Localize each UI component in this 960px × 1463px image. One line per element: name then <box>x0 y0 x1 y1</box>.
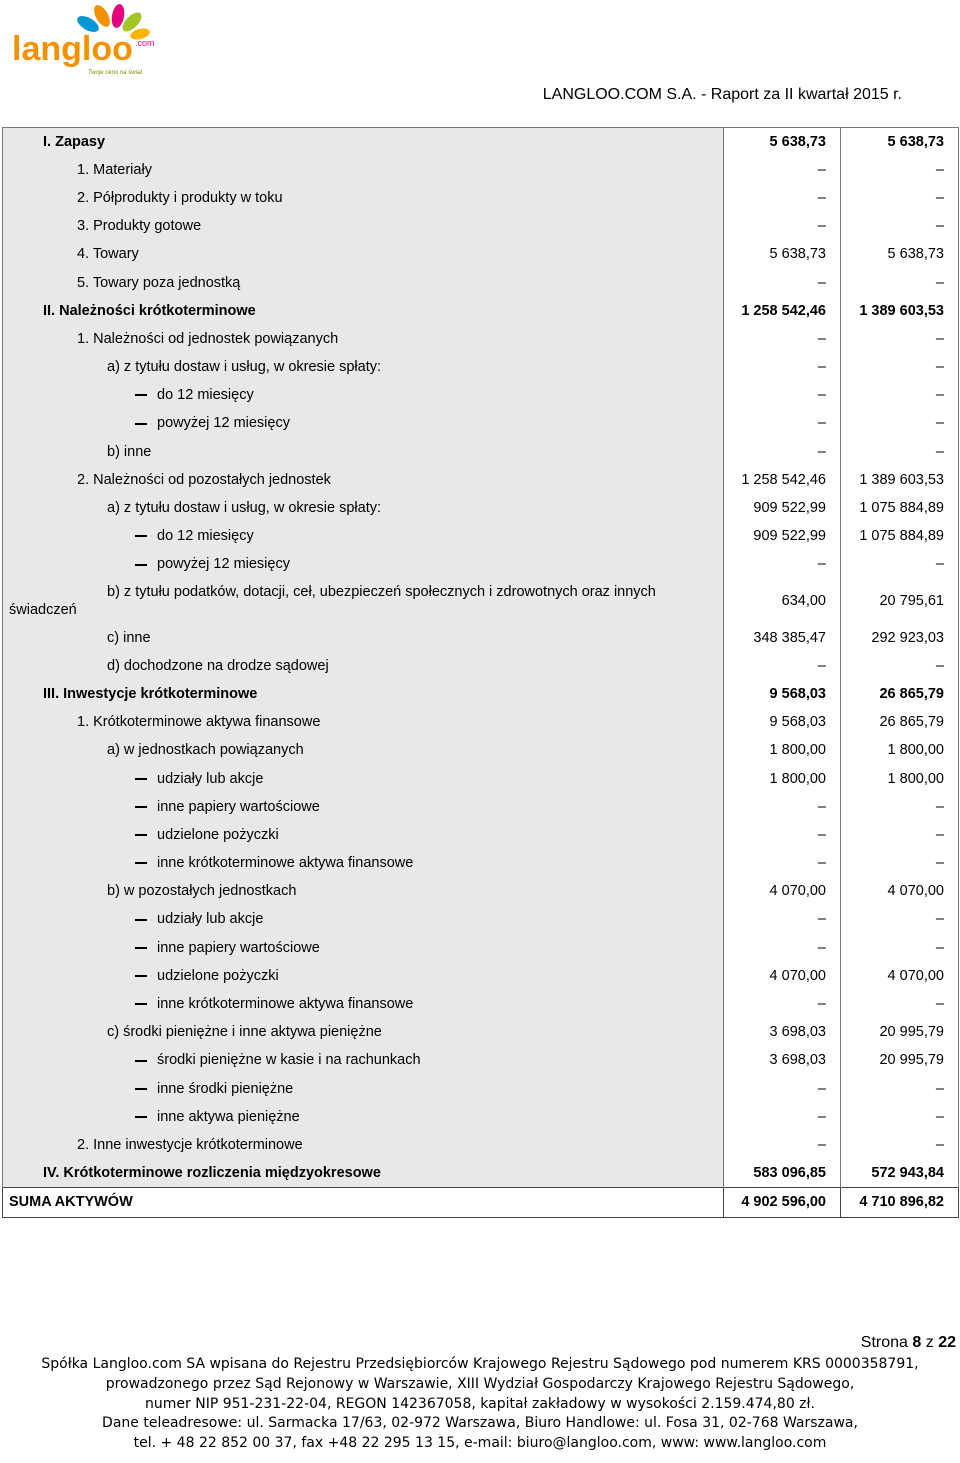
table-row <box>3 579 959 624</box>
footer-line: tel. + 48 22 852 00 37, fax +48 22 295 13 15, e-mail: biuro@langloo.com, www: www.langloo.com <box>133 1435 827 1452</box>
table-row <box>3 849 959 877</box>
row-label-text: 4. Towary <box>77 246 139 263</box>
value-current: – <box>724 381 841 409</box>
svg-text:.com: .com <box>135 38 155 48</box>
value-previous: 20 995,79 <box>841 1018 959 1046</box>
table-row <box>3 297 959 325</box>
value-current: – <box>724 934 841 962</box>
table-row <box>3 1159 959 1187</box>
value-current: – <box>724 212 841 240</box>
value-previous: – <box>841 268 959 296</box>
table-row <box>3 212 959 240</box>
value-current: – <box>724 905 841 933</box>
row-label <box>3 579 724 624</box>
value-current: – <box>724 1075 841 1103</box>
footer-line: Dane teleadresowe: ul. Sarmacka 17/63, 02-972 Warszawa, Biuro Handlowe: ul. Fosa 31, 02-768 Warszawa, <box>102 1415 858 1432</box>
value-current: 4 070,00 <box>724 877 841 905</box>
row-label <box>3 184 724 212</box>
value-previous: 572 943,84 <box>841 1159 959 1187</box>
value-current: 1 800,00 <box>724 736 841 764</box>
row-label <box>3 821 724 849</box>
value-current: – <box>724 550 841 578</box>
value-current: 348 385,47 <box>724 624 841 652</box>
row-label <box>3 877 724 905</box>
row-label-text: IV. Krótkoterminowe rozliczenia międzyokresowe <box>43 1164 381 1181</box>
value-current: 5 638,73 <box>724 240 841 268</box>
row-label <box>3 652 724 680</box>
dash-bullet-icon <box>135 564 147 566</box>
row-label <box>3 736 724 764</box>
row-label <box>3 934 724 962</box>
row-label-text: 2. Inne inwestycje krótkoterminowe <box>77 1136 303 1153</box>
row-label-text: inne krótkoterminowe aktywa finansowe <box>157 855 414 872</box>
value-current: – <box>724 325 841 353</box>
table-row <box>3 1103 959 1131</box>
sum-value-previous: 4 710 896,82 <box>841 1187 959 1217</box>
row-label-text: b) w pozostałych jednostkach <box>107 883 297 900</box>
row-label <box>3 905 724 933</box>
value-current: 3 698,03 <box>724 1018 841 1046</box>
value-current: – <box>724 156 841 184</box>
row-label-text: inne papiery wartościowe <box>157 798 320 815</box>
table-row <box>3 381 959 409</box>
table-row <box>3 652 959 680</box>
row-label-text: środki pieniężne w kasie i na rachunkach <box>157 1052 421 1069</box>
company-footer <box>0 1355 960 1454</box>
value-previous: 4 070,00 <box>841 877 959 905</box>
sum-label: SUMA AKTYWÓW <box>3 1187 724 1217</box>
row-label-text: do 12 miesięcy <box>157 387 254 404</box>
value-previous: – <box>841 409 959 437</box>
table-row <box>3 522 959 550</box>
value-current: 583 096,85 <box>724 1159 841 1187</box>
value-previous: – <box>841 550 959 578</box>
table-row <box>3 708 959 736</box>
table-row <box>3 494 959 522</box>
value-current: 909 522,99 <box>724 494 841 522</box>
row-label-text: inne środki pieniężne <box>157 1080 294 1097</box>
table-row <box>3 353 959 381</box>
value-previous: – <box>841 381 959 409</box>
row-label-text: c) inne <box>107 629 151 646</box>
row-label-text: a) w jednostkach powiązanych <box>107 742 304 759</box>
dash-bullet-icon <box>135 778 147 780</box>
report-title: LANGLOO.COM S.A. - Raport za II kwartał 2015 r. <box>542 86 902 103</box>
value-previous: 1 800,00 <box>841 764 959 792</box>
value-current: 9 568,03 <box>724 680 841 708</box>
value-current: 1 258 542,46 <box>724 466 841 494</box>
value-previous: 20 995,79 <box>841 1046 959 1074</box>
row-label <box>3 990 724 1018</box>
row-label-text: b) inne <box>107 443 152 460</box>
row-label-text: 1. Należności od jednostek powiązanych <box>77 330 339 347</box>
row-label-text: inne aktywa pieniężne <box>157 1108 300 1125</box>
table-row <box>3 325 959 353</box>
row-label <box>3 680 724 708</box>
balance-rows <box>3 128 959 1218</box>
table-row <box>3 438 959 466</box>
value-current: 634,00 <box>724 579 841 624</box>
row-label <box>3 624 724 652</box>
row-label <box>3 1075 724 1103</box>
value-current: – <box>724 652 841 680</box>
value-previous: 20 795,61 <box>841 579 959 624</box>
dash-bullet-icon <box>135 919 147 921</box>
page-number: Strona 8 z 22 <box>860 1334 956 1351</box>
table-row <box>3 240 959 268</box>
balance-table <box>2 127 959 1218</box>
table-row <box>3 764 959 792</box>
row-label <box>3 325 724 353</box>
row-label <box>3 128 724 156</box>
row-label-text: 5. Towary poza jednostką <box>77 274 241 291</box>
row-label-text: 1. Krótkoterminowe aktywa finansowe <box>77 714 321 731</box>
value-current: – <box>724 821 841 849</box>
value-current: – <box>724 268 841 296</box>
value-current: – <box>724 409 841 437</box>
table-row <box>3 793 959 821</box>
table-row <box>3 934 959 962</box>
table-row <box>3 905 959 933</box>
row-label-text: powyżej 12 miesięcy <box>157 415 290 432</box>
row-label <box>3 1046 724 1074</box>
table-row <box>3 990 959 1018</box>
value-current: – <box>724 849 841 877</box>
row-label <box>3 1131 724 1159</box>
row-label <box>3 156 724 184</box>
dash-bullet-icon <box>135 947 147 949</box>
value-previous: – <box>841 156 959 184</box>
row-label <box>3 297 724 325</box>
dash-bullet-icon <box>135 1088 147 1090</box>
dash-bullet-icon <box>135 535 147 537</box>
value-previous: – <box>841 353 959 381</box>
row-label <box>3 1103 724 1131</box>
table-row <box>3 466 959 494</box>
row-label <box>3 381 724 409</box>
value-previous: – <box>841 849 959 877</box>
row-label <box>3 1018 724 1046</box>
table-row <box>3 156 959 184</box>
value-previous: 1 389 603,53 <box>841 297 959 325</box>
svg-text:langloo: langloo <box>12 30 133 68</box>
table-row <box>3 184 959 212</box>
footer-line: numer NIP 951-231-22-04, REGON 142367058, kapitał zakładowy w wysokości 2.159.474,80 zł. <box>145 1395 815 1412</box>
value-previous: 1 075 884,89 <box>841 522 959 550</box>
table-row <box>3 877 959 905</box>
table-row <box>3 1018 959 1046</box>
row-label-text: c) środki pieniężne i inne aktywa pieniężne <box>107 1024 382 1041</box>
value-previous: – <box>841 438 959 466</box>
value-previous: – <box>841 1075 959 1103</box>
value-previous: 1 800,00 <box>841 736 959 764</box>
value-previous: – <box>841 1103 959 1131</box>
row-label <box>3 438 724 466</box>
dash-bullet-icon <box>135 834 147 836</box>
row-label <box>3 212 724 240</box>
value-current: 5 638,73 <box>724 128 841 156</box>
row-label-text: a) z tytułu dostaw i usług, w okresie spłaty: <box>107 359 382 376</box>
value-previous: 292 923,03 <box>841 624 959 652</box>
row-label-text: II. Należności krótkoterminowe <box>43 302 256 319</box>
value-previous: – <box>841 325 959 353</box>
row-label <box>3 793 724 821</box>
row-label <box>3 1159 724 1187</box>
row-label <box>3 268 724 296</box>
table-row <box>3 268 959 296</box>
row-label-text: a) z tytułu dostaw i usług, w okresie spłaty: <box>107 500 382 517</box>
value-current: 909 522,99 <box>724 522 841 550</box>
value-previous: – <box>841 821 959 849</box>
sum-row <box>3 1187 959 1217</box>
row-label-text: I. Zapasy <box>43 133 106 150</box>
value-previous: 4 070,00 <box>841 962 959 990</box>
value-previous: – <box>841 184 959 212</box>
value-previous: – <box>841 793 959 821</box>
table-row <box>3 624 959 652</box>
value-previous: 1 075 884,89 <box>841 494 959 522</box>
dash-bullet-icon <box>135 975 147 977</box>
value-previous: – <box>841 990 959 1018</box>
value-current: 4 070,00 <box>724 962 841 990</box>
row-label-text: inne papiery wartościowe <box>157 939 320 956</box>
value-current: – <box>724 1131 841 1159</box>
value-previous: – <box>841 905 959 933</box>
row-label-text: udzielone pożyczki <box>157 826 279 843</box>
row-label-text: 2. Należności od pozostałych jednostek <box>77 471 331 488</box>
row-label-text: udzielone pożyczki <box>157 967 279 984</box>
table-row <box>3 736 959 764</box>
row-label <box>3 764 724 792</box>
row-label <box>3 550 724 578</box>
footer-line: Spółka Langloo.com SA wpisana do Rejestru Przedsiębiorców Krajowego Rejestru Sądowego pod numerem KRS 0000358791, <box>41 1356 919 1372</box>
dash-bullet-icon <box>135 1116 147 1118</box>
row-label <box>3 849 724 877</box>
svg-text:Twoje okno na świat: Twoje okno na świat <box>88 70 142 76</box>
value-current: 1 800,00 <box>724 764 841 792</box>
value-previous: 5 638,73 <box>841 240 959 268</box>
value-current: – <box>724 793 841 821</box>
value-current: – <box>724 353 841 381</box>
dash-bullet-icon <box>135 862 147 864</box>
row-label <box>3 409 724 437</box>
table-row <box>3 1046 959 1074</box>
row-label-text: 2. Półprodukty i produkty w toku <box>77 189 283 206</box>
table-row <box>3 1075 959 1103</box>
value-previous: 1 389 603,53 <box>841 466 959 494</box>
table-row <box>3 1131 959 1159</box>
value-previous: – <box>841 652 959 680</box>
dash-bullet-icon <box>135 1060 147 1062</box>
table-row <box>3 680 959 708</box>
dash-bullet-icon <box>135 1003 147 1005</box>
row-label-text: 1. Materiały <box>77 161 152 178</box>
dash-bullet-icon <box>135 423 147 425</box>
row-label-text: udziały lub akcje <box>157 770 264 787</box>
row-label <box>3 494 724 522</box>
dash-bullet-icon <box>135 394 147 396</box>
row-label-text: III. Inwestycje krótkoterminowe <box>43 685 258 702</box>
table-row <box>3 409 959 437</box>
value-current: 9 568,03 <box>724 708 841 736</box>
value-previous: 26 865,79 <box>841 680 959 708</box>
row-label <box>3 353 724 381</box>
sum-value-current: 4 902 596,00 <box>724 1187 841 1217</box>
row-label-text: do 12 miesięcy <box>157 528 254 545</box>
row-label-text: powyżej 12 miesięcy <box>157 556 290 573</box>
table-row <box>3 962 959 990</box>
row-label-text: inne krótkoterminowe aktywa finansowe <box>157 996 414 1013</box>
table-row <box>3 550 959 578</box>
value-previous: – <box>841 1131 959 1159</box>
value-current: – <box>724 184 841 212</box>
footer-line: prowadzonego przez Sąd Rejonowy w Warszawie, XIII Wydział Gospodarczy Krajowego Rejestru Sądowego, <box>105 1375 855 1392</box>
row-label-line: b) z tytułu podatków, dotacji, ceł, ubezpieczeń społecznych i zdrowotnych oraz innych <box>107 584 656 600</box>
value-current: – <box>724 1103 841 1131</box>
row-label-text: 3. Produkty gotowe <box>77 218 202 235</box>
value-current: 1 258 542,46 <box>724 297 841 325</box>
dash-bullet-icon <box>135 806 147 808</box>
value-previous: – <box>841 934 959 962</box>
row-label <box>3 962 724 990</box>
table-row <box>3 128 959 156</box>
table-row <box>3 821 959 849</box>
row-label <box>3 466 724 494</box>
value-previous: 5 638,73 <box>841 128 959 156</box>
value-previous: – <box>841 212 959 240</box>
row-label-line: świadczeń <box>9 602 77 618</box>
row-label <box>3 522 724 550</box>
row-label <box>3 240 724 268</box>
row-label <box>3 708 724 736</box>
value-current: 3 698,03 <box>724 1046 841 1074</box>
row-label-text: d) dochodzone na drodze sądowej <box>107 657 329 674</box>
value-current: – <box>724 438 841 466</box>
row-label-text: udziały lub akcje <box>157 911 264 928</box>
value-previous: 26 865,79 <box>841 708 959 736</box>
value-current: – <box>724 990 841 1018</box>
langloo-logo <box>10 2 160 82</box>
